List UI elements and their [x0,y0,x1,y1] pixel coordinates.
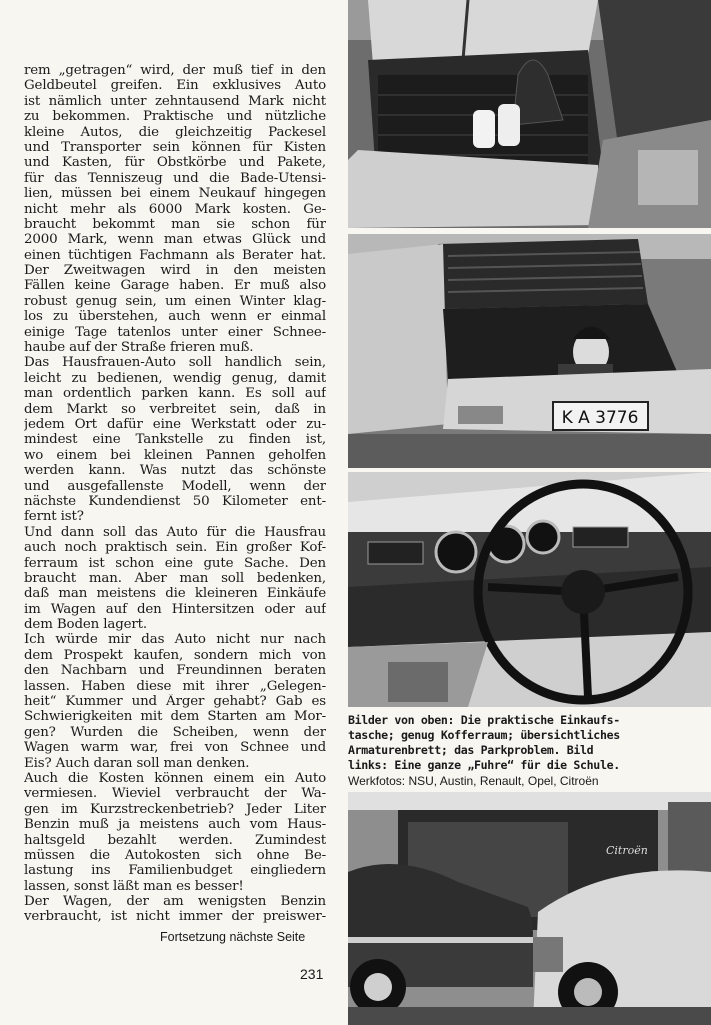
article-line: dem Prospekt kaufen, sondern mich von [24,647,326,663]
article-line: Auch die Kosten können einem ein Auto [24,770,326,786]
article-line: zu bekommen. Praktische und nützliche [24,109,326,125]
article-column [24,63,326,925]
license-plate: K A 3776 [561,408,639,428]
article-line: und Transporter sein können für Kisten [24,139,326,155]
article-line: daß man meistens die kleineren Einkäufe [24,586,326,602]
article-line: nächste Kundendienst 50 Kilometer ent- [24,493,326,509]
article-line: robust genug sein, um einen Winter klag- [24,293,326,309]
article-line: 2000 Mark, wenn man etwas Glück und [24,232,326,248]
article-line: einen tüchtigen Fachmann als Berater hat. [24,247,326,263]
article-line: leicht zu bedienen, wendig genug, damit [24,370,326,386]
article-line: Eis? Auch daran soll man denken. [24,755,250,771]
article-line: Und dann soll das Auto für die Hausfrau [24,524,326,540]
article-line: haltsgeld bezahlt werden. Zumindest [24,832,326,848]
caption-line: links: Eine ganze „Fuhre“ für die Schule. [348,758,620,772]
article-line: ferraum ist schon eine gute Sache. Den [24,555,326,571]
article-line: lastung ins Familienbudget eingliedern [24,863,326,879]
article-line: dem Markt so verbreitet sein, daß in [24,401,326,417]
article-line: Der Zweitwagen wird in den meisten [24,263,326,279]
article-line: braucht man. Aber man soll bedenken, [24,570,326,586]
article-line: den Nachbarn und Freundinnen beraten [24,663,326,679]
article-line: auch noch praktisch sein. Ein großer Kof- [24,540,326,556]
caption-line: tasche; genug Kofferraum; übersichtliches [348,728,620,742]
caption-line: Armaturenbrett; das Parkproblem. Bild [348,743,594,757]
article-line: verbraucht, ist nicht immer der preiswer- [24,909,326,925]
article-line: Ich würde mir das Auto nicht nur nach [24,632,326,648]
article-line: heit“ Kummer und Ärger gehabt? Gab es [24,694,326,710]
article-line: Wagen warm war, frei von Schnee und [24,740,326,756]
article-line: und ausgefallenste Modell, wenn der [24,478,326,494]
article-line: mindest eine Tankstelle zu finden ist, [24,432,326,448]
caption-line: Bilder von oben: Die praktische Einkaufs- [348,713,620,727]
article-line: werden kann. Was nutzt das schönste [24,463,326,479]
photo-shopping-bag [348,0,711,228]
article-line: haube auf der Straße frieren muß. [24,340,254,356]
page-number: 231 [300,966,324,982]
photo-trunk [348,234,711,468]
photo-dashboard [348,472,711,707]
photo-caption [348,713,711,789]
article-line: gen im Kurzstreckenbetrieb? Jeder Liter [24,801,326,817]
article-line: Der Wagen, der am wenigsten Benzin [24,894,326,910]
article-line: Das Hausfrauen-Auto soll handlich sein, [24,355,326,371]
article-line: Geldbeutel greifen. Ein exklusives Auto [24,78,326,94]
photo-parking [348,792,711,1025]
article-line: wo einem bei kleinen Pannen geholfen [24,447,326,463]
article-line: fernt ist? [24,509,84,525]
article-line: kleine Autos, die gleichzeitig Packesel [24,124,326,140]
article-line: müssen die Autokosten sich ohne Be- [24,847,326,863]
article-line: einige Tage tatenlos unter einer Schnee- [24,324,326,340]
continuation-note: Fortsetzung nächste Seite [160,930,306,944]
article-line: Schwierigkeiten mit dem Starten am Mor- [24,709,326,725]
article-line: rem „getragen“ wird, der muß tief in den [24,63,326,78]
article-line: nicht mehr als 6000 Mark kosten. Ge- [24,201,326,217]
article-line: gen? Wurden die Scheiben, wenn der [24,724,326,740]
article-line: jedem Ort dafür eine Werkstatt oder zu- [24,416,326,432]
photo-credit: Werkfotos: NSU, Austin, Renault, Opel, Citroën [348,774,599,788]
article-line: los zu überstehen, auch wenn er einmal [24,309,326,325]
article-line: dem Boden lagert. [24,617,147,633]
article-line: und Kasten, für Obstkörbe und Pakete, [24,155,326,171]
article-line: lien, müssen bei einem Neukauf hingegen [24,186,326,202]
article-line: vermiesen. Wieviel verbraucht der Wa- [24,786,326,802]
shop-sign: Citroën [606,844,648,857]
article-line: lassen, sonst läßt man es besser! [24,878,244,894]
article-line: braucht bekommt man sie schon für [24,216,326,232]
article-line: im Wagen auf den Hintersitzen oder auf [24,601,326,617]
article-line: man ordentlich parken kann. Es soll auf [24,386,326,402]
article-line: lassen. Haben diese mit ihrer „Gelegen- [24,678,326,694]
article-line: Benzin muß ja meistens auch vom Haus- [24,817,326,833]
article-line: Fällen keine Garage haben. Er muß also [24,278,326,294]
article-line: ist nämlich unter zehntausend Mark nicht [24,93,326,109]
article-line: für das Tenniszeug und die Bade-Utensi- [24,170,326,186]
